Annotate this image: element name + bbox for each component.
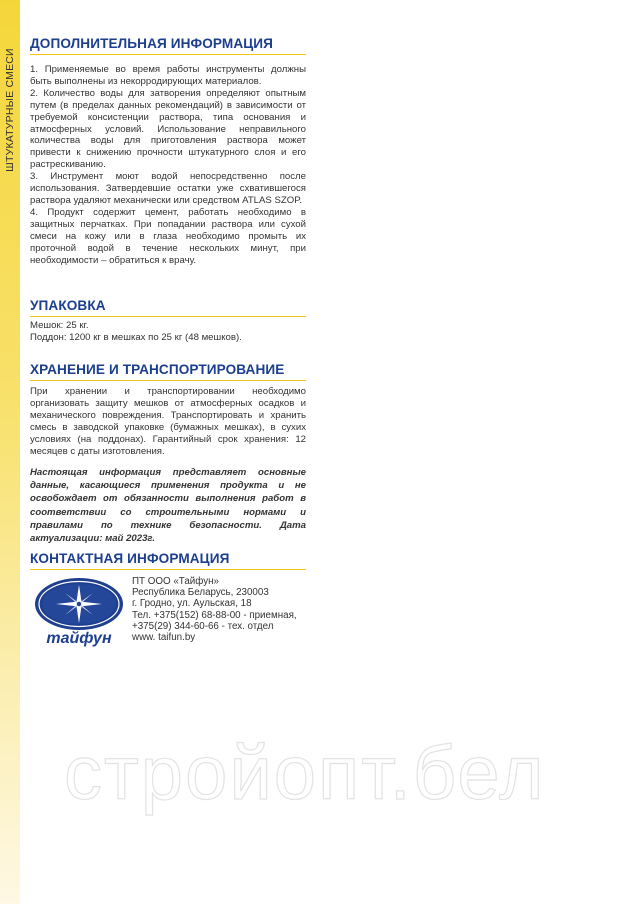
additional-paragraph-3: 3. Инструмент моют водой непосредственно после использования. Затвердевшие остатки уже схватившегося раствора удаляют механически или средством ATLAS SZOP. <box>30 171 306 206</box>
storage-text: При хранении и транспортировании необходимо организовать защиту мешков от атмосферных осадков и механического повреждения. Транспортировать и хранить смесь в заводской упаковке (бумажных мешках), в сухих условиях (на поддонах). Гарантийный срок хранения: 12 месяцев с даты изготовления. <box>30 386 306 457</box>
legal-notice <box>30 466 306 545</box>
contact-phone-tech: +375(29) 344-60-66 - тех. отдел <box>132 620 274 632</box>
contact-website[interactable]: www. taifun.by <box>132 632 196 644</box>
section-title-additional: ДОПОЛНИТЕЛЬНАЯ ИНФОРМАЦИЯ <box>30 36 306 55</box>
contact-country: Республика Беларусь, 230003 <box>132 587 269 599</box>
contact-company: ПТ ООО «Тайфун» <box>132 576 219 587</box>
notice-date: Дата актуализации: май 2023г. <box>30 519 306 545</box>
contact-row <box>30 576 306 648</box>
logo-wordmark: тайфун <box>46 630 112 647</box>
main-content <box>30 36 306 647</box>
section-additional-info <box>30 36 306 266</box>
contact-phone-reception: Тел. +375(152) 68-88-00 - приемная, <box>132 609 297 621</box>
section-title-storage: ХРАНЕНИЕ И ТРАНСПОРТИРОВАНИЕ <box>30 362 306 381</box>
additional-paragraph-2: 2. Количество воды для затворения определяют опытным путем (в пределах данных рекомендаций) в зависимости от требуемой консистенции раствора, типа основания и атмосферных условий. Использование неправильного количества воды для приготовления раствора может привести к снижению прочности штукатурного слоя и его растрескиванию. <box>30 87 306 171</box>
packaging-line-pallet: Поддон: 1200 кг в мешках по 25 кг (48 мешков). <box>30 331 242 343</box>
section-contacts <box>30 551 306 648</box>
watermark-text: стройопт.бел <box>64 731 546 816</box>
contact-address: г. Гродно, ул. Аульская, 18 <box>132 598 252 610</box>
packaging-line-bag: Мешок: 25 кг. <box>30 320 89 331</box>
contact-details <box>132 576 297 643</box>
additional-paragraph-1: 1. Применяемые во время работы инструменты должны быть выполнены из некорродирующих материалов. <box>30 64 306 87</box>
taifun-logo <box>30 576 128 648</box>
sidebar-label: ШТУКАТУРНЫЕ СМЕСИ <box>4 48 16 172</box>
section-storage <box>30 362 306 457</box>
sidebar-strip <box>0 0 20 904</box>
section-packaging <box>30 298 306 344</box>
section-title-packaging: УПАКОВКА <box>30 298 306 317</box>
section-title-contacts: КОНТАКТНАЯ ИНФОРМАЦИЯ <box>30 551 306 570</box>
additional-paragraph-4: 4. Продукт содержит цемент, работать необходимо в защитных перчатках. При попадании раствора или сухой смеси на кожу или в глаза необходимо промыть их проточной водой в течение нескольких минут, при необходимости – обратиться к врачу. <box>30 206 306 266</box>
notice-text: Настоящая информация представляет основные данные, касающиеся применения продукта и не освобождает от обязанности выполнения работ в соответствии со строительными нормами и правилами по технике безопасности. <box>30 467 306 531</box>
